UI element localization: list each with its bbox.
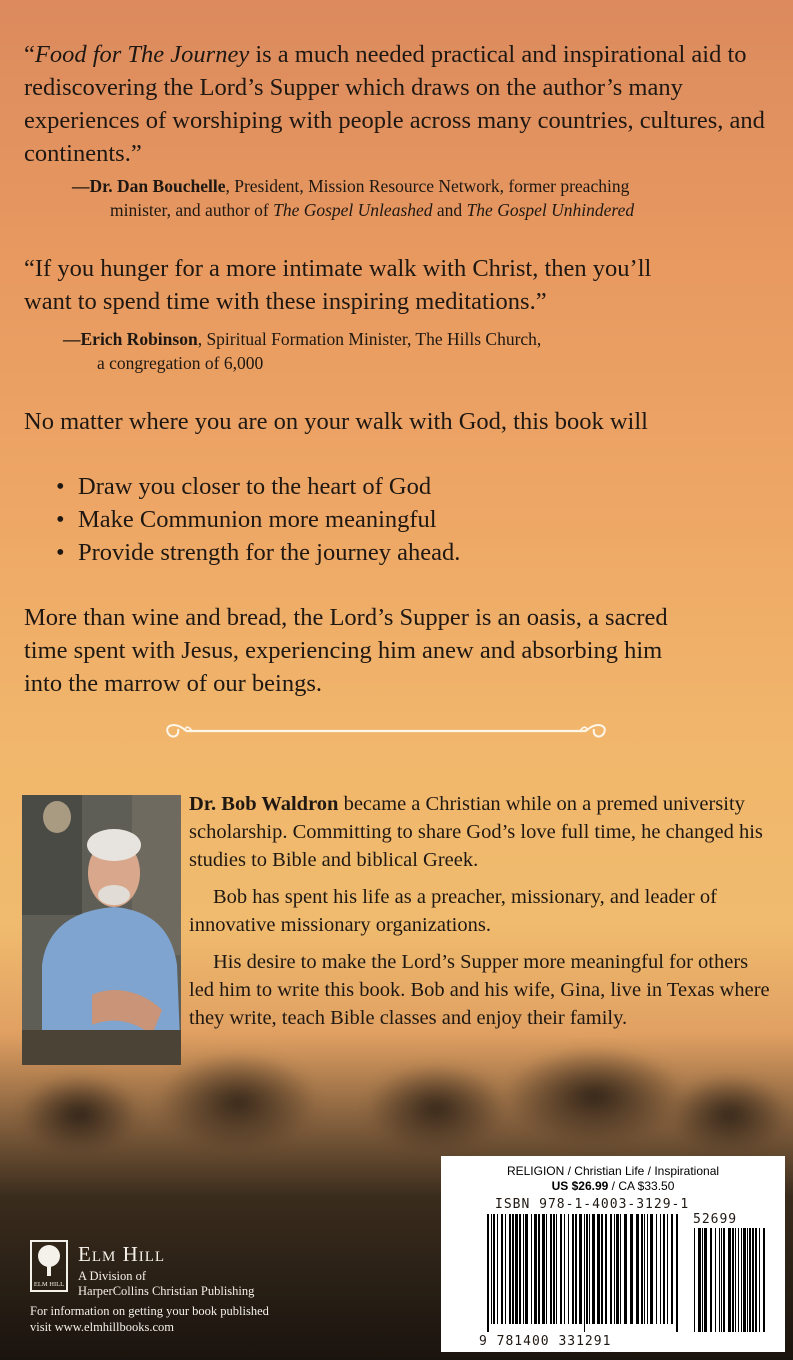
summary-line-1: More than wine and bread, the Lord’s Supper is an oasis, a sacred	[24, 604, 668, 631]
barcode-bar	[546, 1214, 547, 1324]
barcode-bar	[531, 1214, 532, 1324]
addon-bar	[732, 1228, 734, 1332]
list-item: • Make Communion more meaningful	[50, 503, 750, 536]
barcode-bar	[523, 1214, 524, 1324]
publisher-logo	[30, 1240, 68, 1292]
attribution-name: —Erich Robinson	[63, 329, 198, 349]
barcode-bar	[676, 1214, 678, 1332]
addon-bar	[728, 1228, 731, 1332]
barcode-bar	[512, 1214, 514, 1324]
quote-1	[24, 38, 776, 170]
barcode-bars	[479, 1214, 769, 1334]
addon-bar	[743, 1228, 746, 1332]
addon-bar	[723, 1228, 725, 1332]
quote-2-attribution-line2: a congregation of 6,000	[97, 353, 264, 373]
barcode-bar	[616, 1214, 619, 1324]
barcode-bar	[630, 1214, 633, 1324]
barcode-bar	[575, 1214, 577, 1324]
barcode-bar	[542, 1214, 545, 1324]
barcode-bar	[660, 1214, 661, 1324]
barcode-bar	[641, 1214, 643, 1324]
price-us: US $26.99	[551, 1179, 609, 1193]
summary-line-3: into the marrow of our beings.	[24, 670, 323, 697]
addon-bar	[694, 1228, 695, 1332]
barcode-bar	[624, 1214, 627, 1324]
barcode-panel	[441, 1156, 785, 1352]
barcode-bar	[597, 1214, 600, 1324]
summary-line-2: time spent with Jesus, experiencing him anew and absorbing him	[24, 637, 663, 664]
barcode-bar	[589, 1214, 590, 1324]
book-title: The Gospel Unhindered	[466, 200, 635, 220]
addon-bar	[752, 1228, 754, 1332]
addon-bar	[749, 1228, 751, 1332]
publisher-info-line2: visit www.elmhillbooks.com	[30, 1320, 174, 1334]
addon-bar	[698, 1228, 701, 1332]
bio-paragraph-1	[189, 790, 773, 874]
addon-bar	[721, 1228, 722, 1332]
barcode-bar	[553, 1214, 555, 1324]
barcode-bar	[610, 1214, 612, 1324]
attribution-name: —Dr. Dan Bouchelle	[72, 176, 226, 196]
ornamental-divider	[162, 717, 610, 745]
publisher-division-line2: HarperCollins Christian Publishing	[78, 1284, 255, 1298]
barcode-bar	[564, 1214, 565, 1324]
quote-1-attribution	[72, 174, 772, 198]
addon-bar	[759, 1228, 760, 1332]
addon-bar	[763, 1228, 765, 1332]
barcode-bar	[584, 1214, 585, 1332]
category-text: RELIGION / Christian Life / Inspirational	[506, 1164, 720, 1178]
addon-bar	[755, 1228, 757, 1332]
quote-open-mark: “	[24, 41, 35, 68]
barcode-bar	[487, 1214, 489, 1332]
barcode-bar	[614, 1214, 615, 1324]
benefit-list	[50, 470, 750, 569]
attribution-text: , Spiritual Formation Minister, The Hills Church,	[197, 329, 542, 349]
barcode-bar	[636, 1214, 639, 1324]
barcode-bar	[525, 1214, 528, 1324]
barcode-bar	[556, 1214, 557, 1324]
quote-1-attribution-line2	[110, 198, 780, 222]
barcode-bar	[501, 1214, 503, 1324]
author-name: Dr. Bob Waldron	[189, 793, 339, 815]
price-text	[441, 1179, 785, 1193]
addon-bar	[735, 1228, 736, 1332]
barcode-bar	[509, 1214, 511, 1324]
barcode-bar	[647, 1214, 648, 1324]
publisher-name: Elm Hill	[78, 1242, 166, 1266]
price-ca: / CA $33.50	[608, 1179, 675, 1193]
barcode-bar	[656, 1214, 657, 1324]
quote-2-line2: want to spend time with these inspiring meditations.”	[24, 288, 547, 315]
barcode-bar	[663, 1214, 665, 1324]
publisher-division-line1: A Division of	[78, 1269, 147, 1283]
quote-1-text: is a much needed practical and inspirational aid to rediscovering the Lord’s Supper which draws on the author’s many experiences of worshiping with people across many countries, cultures, and continents.”	[24, 41, 765, 167]
logo-text: ELM HILL	[33, 1281, 65, 1288]
attribution-text: minister, and author of	[110, 200, 274, 220]
author-portrait-illustration	[22, 795, 181, 1065]
addon-bar	[738, 1228, 739, 1332]
barcode-bar	[550, 1214, 552, 1324]
barcode-bar	[519, 1214, 521, 1324]
barcode-bar	[493, 1214, 495, 1324]
intro-text: No matter where you are on your walk with God, this book will	[24, 408, 648, 435]
publisher-info-line1: For information on getting your book published	[30, 1304, 269, 1318]
addon-bar	[741, 1228, 742, 1332]
quote-2-line1: “If you hunger for a more intimate walk with Christ, then you’ll	[24, 255, 652, 282]
book-title: The Gospel Unleashed	[273, 200, 433, 220]
barcode-bar	[605, 1214, 607, 1324]
bio-text: became a Christian while on a premed university scholarship. Committing to share God’s love full time, he changed his studies to Bible and biblical Greek.	[189, 793, 763, 871]
barcode-bar	[620, 1214, 621, 1324]
author-bio	[189, 790, 773, 1041]
barcode-bar	[534, 1214, 537, 1324]
barcode-bar	[650, 1214, 653, 1324]
quote-2-attribution	[63, 327, 763, 351]
barcode-bar	[515, 1214, 518, 1324]
attribution-text: and	[432, 200, 467, 220]
bio-paragraph-2: Bob has spent his life as a preacher, missionary, and leader of innovative missionary organizations.	[189, 886, 717, 936]
addon-bar	[704, 1228, 707, 1332]
barcode-bar	[505, 1214, 506, 1324]
addon-bar	[719, 1228, 720, 1332]
isbn-text: ISBN 978-1-4003-3129-1	[495, 1197, 690, 1212]
addon-bar	[702, 1228, 703, 1332]
addon-bar	[747, 1228, 748, 1332]
elm-tree-icon	[32, 1242, 66, 1290]
barcode-bar	[560, 1214, 562, 1324]
attribution-text: , President, Mission Resource Network, former preaching	[225, 176, 630, 196]
list-item: • Draw you closer to the heart of God	[50, 470, 750, 503]
barcode-bar	[497, 1214, 498, 1324]
barcode-bar	[572, 1214, 574, 1324]
bio-paragraph-3: His desire to make the Lord’s Supper more meaningful for others led him to write this book. Bob and his wife, Gina, live in Texas where they write, teach Bible classes and enjoy their family.	[189, 951, 770, 1029]
barcode-bar	[671, 1214, 673, 1324]
quote-1-book-title: Food for The Journey	[34, 41, 250, 68]
barcode-bar	[592, 1214, 595, 1324]
barcode-bar	[538, 1214, 540, 1324]
addon-bar	[710, 1228, 712, 1332]
ean-number: 9 781400 331291	[479, 1334, 612, 1349]
list-item: • Provide strength for the journey ahead.	[50, 536, 750, 569]
addon-number: 52699	[693, 1212, 738, 1227]
barcode-bar	[579, 1214, 582, 1324]
barcode-bar	[586, 1214, 588, 1324]
barcode-bar	[491, 1214, 492, 1324]
barcode-bar	[667, 1214, 668, 1324]
author-photo	[22, 795, 181, 1065]
addon-bar	[715, 1228, 716, 1332]
barcode-bar	[601, 1214, 603, 1324]
barcode-bar	[568, 1214, 569, 1324]
barcode-bar	[644, 1214, 645, 1324]
